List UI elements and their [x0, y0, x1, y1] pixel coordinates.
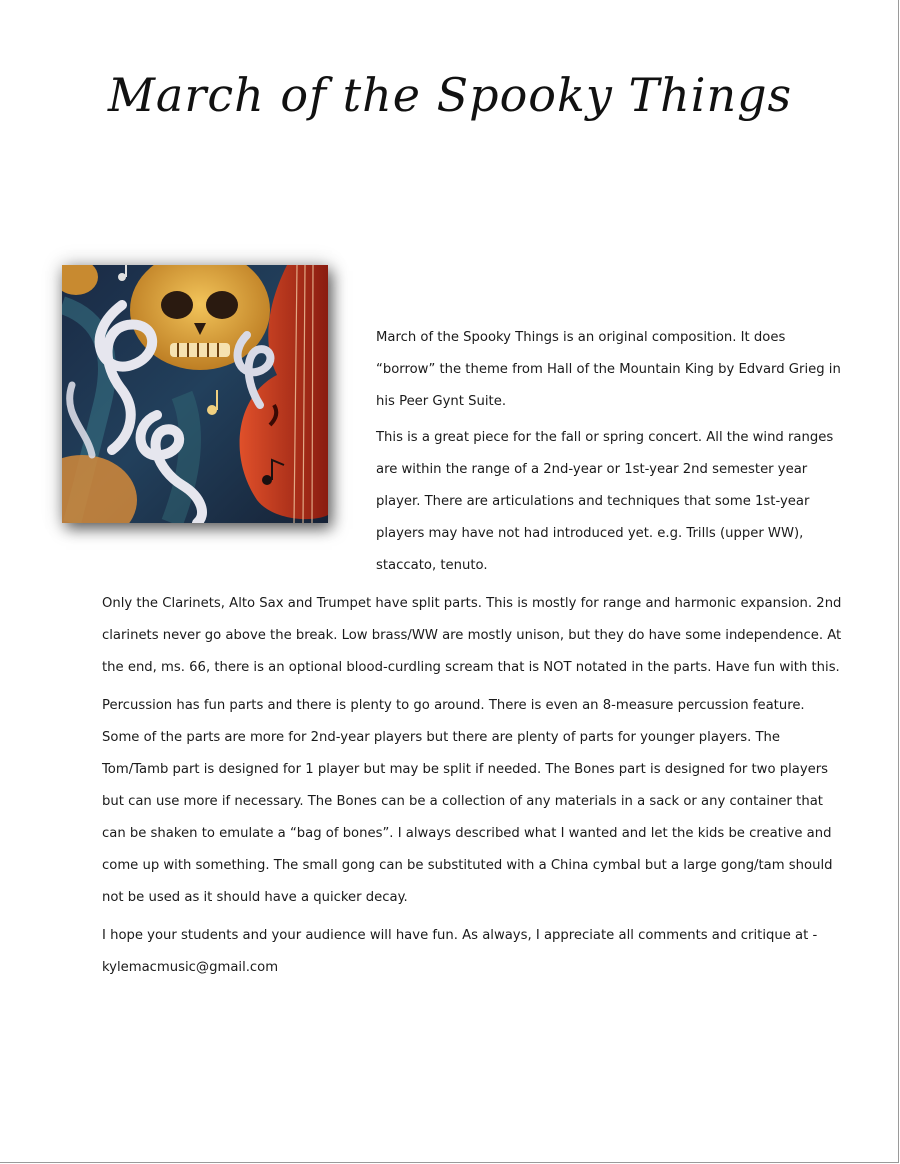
intro-paragraph-2: This is a great piece for the fall or spring concert. All the wind ranges are within the range of a 2nd-year or 1st-year 2nd semester year player. There are articulations and techniques that some 1st-year players may have not had introduced yet. e.g. Trills (upper WW), staccato, tenuto. — [376, 430, 834, 573]
contact-email-link[interactable]: kylemacmusic@gmail.com — [102, 960, 279, 975]
cover-artwork — [62, 265, 328, 523]
spooky-painting-icon — [62, 265, 328, 523]
body-section — [102, 588, 846, 990]
closing-text: I hope your students and your audience will have fun. As always, I appreciate all comments and critique at - — [102, 928, 818, 943]
paragraph-percussion: Percussion has fun parts and there is plenty to go around. There is even an 8-measure percussion feature. Some of the parts are more for 2nd-year players but there are plenty of parts for younger players. The Tom/Tamb part is designed for 1 player but may be split if needed. The Bones part is designed for two players but can use more if necessary. The Bones can be a collection of any materials in a sack or any container that can be shaken to emulate a “bag of bones”. I always described what I wanted and let the kids be creative and come up with something. The small gong can be substituted with a China cymbal but a large gong/tam should not be used as it should have a quicker decay. — [102, 698, 833, 905]
paragraph-split-parts: Only the Clarinets, Alto Sax and Trumpet have split parts. This is mostly for range and harmonic expansion. 2nd clarinets never go above the break. Low brass/WW are mostly unison, but they do have some independence. At the end, ms. 66, there is an optional blood-curdling scream that is NOT notated in the parts. Have fun with this. — [102, 596, 842, 675]
intro-section — [376, 322, 846, 586]
paragraph-closing — [102, 920, 846, 984]
page-title: March of the Spooky Things — [107, 68, 793, 122]
intro-paragraph-1: March of the Spooky Things is an original composition. It does “borrow” the theme from Hall of the Mountain King by Edvard Grieg in his Peer Gynt Suite. — [376, 330, 841, 409]
